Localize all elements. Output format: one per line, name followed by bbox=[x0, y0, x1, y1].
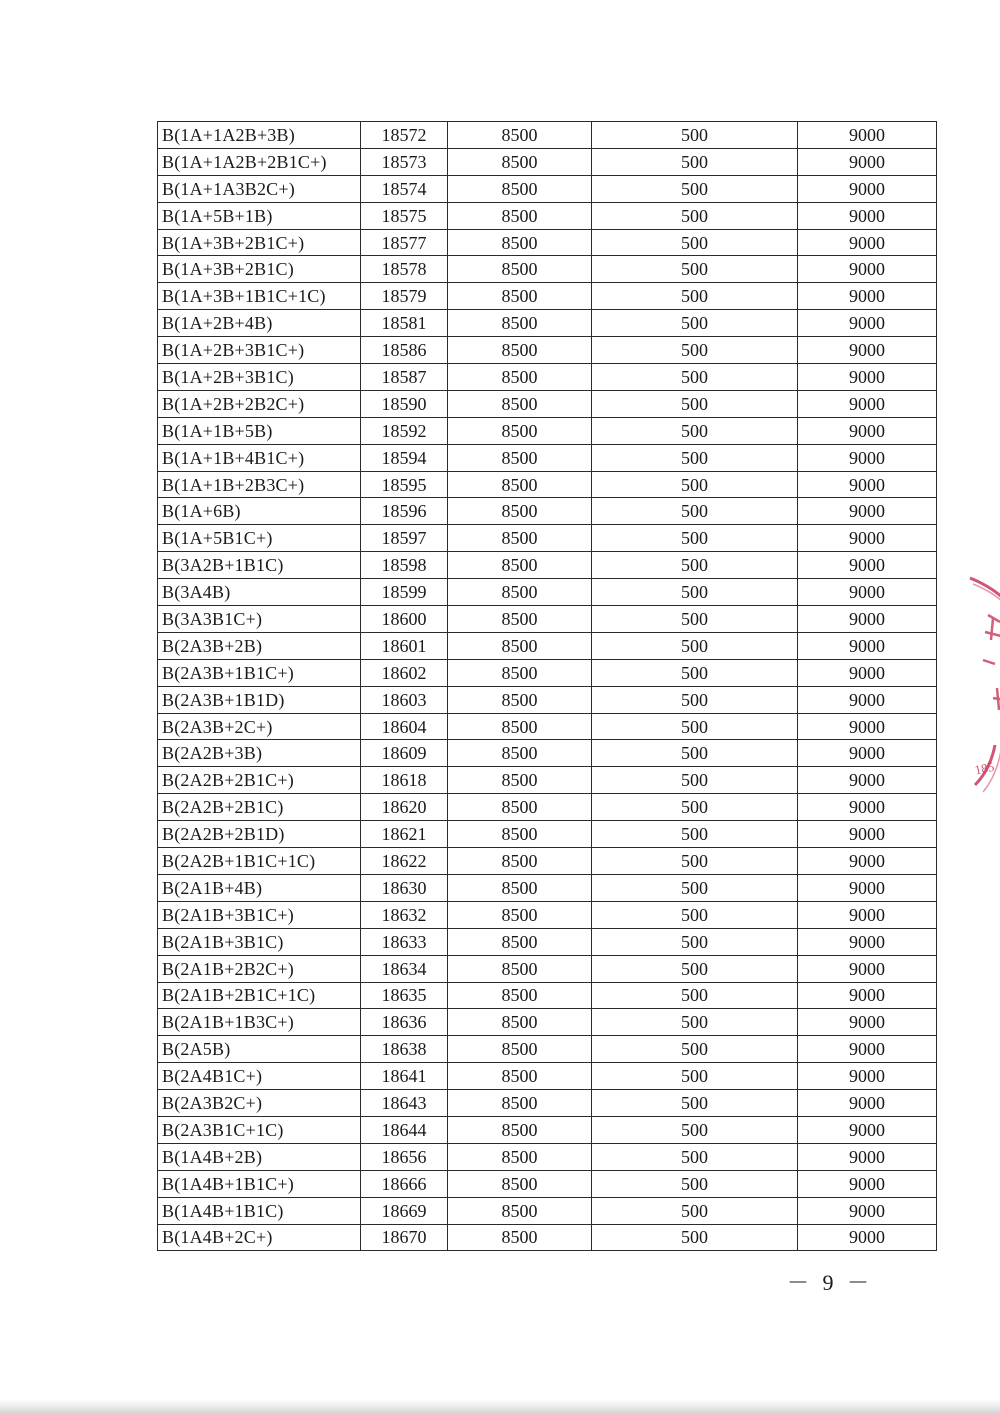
amount-cell: 8500 bbox=[448, 982, 592, 1009]
total-cell: 9000 bbox=[798, 848, 937, 875]
combo-name-cell: B(1A+3B+2B1C+) bbox=[158, 229, 361, 256]
table-row bbox=[158, 1170, 937, 1197]
table-row bbox=[158, 525, 937, 552]
code-cell: 18577 bbox=[361, 229, 448, 256]
official-seal-fragment bbox=[955, 570, 1000, 800]
amount-cell: 8500 bbox=[448, 202, 592, 229]
code-cell: 18579 bbox=[361, 283, 448, 310]
combo-name-cell: B(1A+5B1C+) bbox=[158, 525, 361, 552]
amount-cell: 8500 bbox=[448, 525, 592, 552]
combo-name-cell: B(2A2B+1B1C+1C) bbox=[158, 848, 361, 875]
code-cell: 18620 bbox=[361, 794, 448, 821]
combo-name-cell: B(1A+1B+5B) bbox=[158, 417, 361, 444]
code-cell: 18641 bbox=[361, 1063, 448, 1090]
combo-name-cell: B(3A4B) bbox=[158, 579, 361, 606]
combo-name-cell: B(2A3B1C+1C) bbox=[158, 1116, 361, 1143]
amount-cell: 8500 bbox=[448, 1143, 592, 1170]
fee-cell: 500 bbox=[592, 1224, 798, 1251]
amount-cell: 8500 bbox=[448, 794, 592, 821]
table-row bbox=[158, 713, 937, 740]
table-row bbox=[158, 659, 937, 686]
combo-name-cell: B(2A1B+2B1C+1C) bbox=[158, 982, 361, 1009]
code-cell: 18666 bbox=[361, 1170, 448, 1197]
page-number: － 9 － bbox=[786, 1270, 873, 1295]
fee-cell: 500 bbox=[592, 848, 798, 875]
amount-cell: 8500 bbox=[448, 901, 592, 928]
combo-name-cell: B(1A4B+1B1C) bbox=[158, 1197, 361, 1224]
code-cell: 18573 bbox=[361, 148, 448, 175]
code-cell: 18634 bbox=[361, 955, 448, 982]
table-row bbox=[158, 122, 937, 149]
total-cell: 9000 bbox=[798, 364, 937, 391]
total-cell: 9000 bbox=[798, 202, 937, 229]
total-cell: 9000 bbox=[798, 175, 937, 202]
combo-name-cell: B(1A+1B+4B1C+) bbox=[158, 444, 361, 471]
table-row bbox=[158, 148, 937, 175]
table-row bbox=[158, 390, 937, 417]
amount-cell: 8500 bbox=[448, 606, 592, 633]
fee-cell: 500 bbox=[592, 390, 798, 417]
code-cell: 18602 bbox=[361, 659, 448, 686]
fee-cell: 500 bbox=[592, 229, 798, 256]
amount-cell: 8500 bbox=[448, 175, 592, 202]
combo-name-cell: B(1A+3B+1B1C+1C) bbox=[158, 283, 361, 310]
code-cell: 18578 bbox=[361, 256, 448, 283]
table-row bbox=[158, 1224, 937, 1251]
fee-cell: 500 bbox=[592, 175, 798, 202]
total-cell: 9000 bbox=[798, 310, 937, 337]
total-cell: 9000 bbox=[798, 1090, 937, 1117]
table-row bbox=[158, 498, 937, 525]
table-row bbox=[158, 1143, 937, 1170]
total-cell: 9000 bbox=[798, 390, 937, 417]
combo-name-cell: B(1A4B+2B) bbox=[158, 1143, 361, 1170]
fee-cell: 500 bbox=[592, 525, 798, 552]
combo-name-cell: B(2A3B2C+) bbox=[158, 1090, 361, 1117]
code-cell: 18609 bbox=[361, 740, 448, 767]
amount-cell: 8500 bbox=[448, 713, 592, 740]
fee-cell: 500 bbox=[592, 444, 798, 471]
code-cell: 18644 bbox=[361, 1116, 448, 1143]
amount-cell: 8500 bbox=[448, 659, 592, 686]
combo-name-cell: B(2A3B+2C+) bbox=[158, 713, 361, 740]
table-row bbox=[158, 283, 937, 310]
table-row bbox=[158, 686, 937, 713]
code-cell: 18598 bbox=[361, 552, 448, 579]
code-cell: 18586 bbox=[361, 337, 448, 364]
code-cell: 18622 bbox=[361, 848, 448, 875]
code-cell: 18635 bbox=[361, 982, 448, 1009]
combo-name-cell: B(2A1B+1B3C+) bbox=[158, 1009, 361, 1036]
amount-cell: 8500 bbox=[448, 444, 592, 471]
seal-char-strokes bbox=[983, 615, 1000, 710]
total-cell: 9000 bbox=[798, 1224, 937, 1251]
table-row bbox=[158, 955, 937, 982]
total-cell: 9000 bbox=[798, 740, 937, 767]
amount-cell: 8500 bbox=[448, 1063, 592, 1090]
fee-cell: 500 bbox=[592, 1036, 798, 1063]
fee-cell: 500 bbox=[592, 1063, 798, 1090]
total-cell: 9000 bbox=[798, 686, 937, 713]
combo-name-cell: B(2A3B+2B) bbox=[158, 632, 361, 659]
amount-cell: 8500 bbox=[448, 552, 592, 579]
code-cell: 18638 bbox=[361, 1036, 448, 1063]
total-cell: 9000 bbox=[798, 579, 937, 606]
fee-cell: 500 bbox=[592, 498, 798, 525]
combo-name-cell: B(1A+2B+3B1C) bbox=[158, 364, 361, 391]
page-bottom-edge bbox=[0, 1399, 1000, 1413]
table-row bbox=[158, 1063, 937, 1090]
fee-cell: 500 bbox=[592, 1116, 798, 1143]
fee-cell: 500 bbox=[592, 955, 798, 982]
amount-cell: 8500 bbox=[448, 740, 592, 767]
amount-cell: 8500 bbox=[448, 1224, 592, 1251]
table-row bbox=[158, 579, 937, 606]
combo-name-cell: B(2A5B) bbox=[158, 1036, 361, 1063]
total-cell: 9000 bbox=[798, 659, 937, 686]
total-cell: 9000 bbox=[798, 1063, 937, 1090]
amount-cell: 8500 bbox=[448, 821, 592, 848]
fee-cell: 500 bbox=[592, 606, 798, 633]
combo-name-cell: B(1A+2B+4B) bbox=[158, 310, 361, 337]
total-cell: 9000 bbox=[798, 1197, 937, 1224]
code-cell: 18572 bbox=[361, 122, 448, 149]
table-row bbox=[158, 417, 937, 444]
total-cell: 9000 bbox=[798, 471, 937, 498]
seal-fragment-text: 185 bbox=[973, 758, 996, 778]
code-cell: 18630 bbox=[361, 874, 448, 901]
table-row bbox=[158, 202, 937, 229]
fee-cell: 500 bbox=[592, 632, 798, 659]
table-row bbox=[158, 1009, 937, 1036]
fee-cell: 500 bbox=[592, 579, 798, 606]
amount-cell: 8500 bbox=[448, 1197, 592, 1224]
total-cell: 9000 bbox=[798, 1116, 937, 1143]
total-cell: 9000 bbox=[798, 955, 937, 982]
fee-cell: 500 bbox=[592, 821, 798, 848]
amount-cell: 8500 bbox=[448, 498, 592, 525]
table-row bbox=[158, 606, 937, 633]
table-row bbox=[158, 848, 937, 875]
total-cell: 9000 bbox=[798, 794, 937, 821]
table-row bbox=[158, 364, 937, 391]
code-cell: 18604 bbox=[361, 713, 448, 740]
code-cell: 18600 bbox=[361, 606, 448, 633]
fee-cell: 500 bbox=[592, 928, 798, 955]
code-cell: 18599 bbox=[361, 579, 448, 606]
amount-cell: 8500 bbox=[448, 283, 592, 310]
code-cell: 18595 bbox=[361, 471, 448, 498]
code-cell: 18643 bbox=[361, 1090, 448, 1117]
amount-cell: 8500 bbox=[448, 1036, 592, 1063]
fee-cell: 500 bbox=[592, 122, 798, 149]
fee-cell: 500 bbox=[592, 552, 798, 579]
code-cell: 18621 bbox=[361, 821, 448, 848]
fee-cell: 500 bbox=[592, 740, 798, 767]
fee-cell: 500 bbox=[592, 659, 798, 686]
fee-cell: 500 bbox=[592, 713, 798, 740]
code-cell: 18596 bbox=[361, 498, 448, 525]
fee-cell: 500 bbox=[592, 283, 798, 310]
total-cell: 9000 bbox=[798, 901, 937, 928]
fee-cell: 500 bbox=[592, 1090, 798, 1117]
table-row bbox=[158, 175, 937, 202]
total-cell: 9000 bbox=[798, 1170, 937, 1197]
fee-cell: 500 bbox=[592, 686, 798, 713]
fee-cell: 500 bbox=[592, 1197, 798, 1224]
code-cell: 18581 bbox=[361, 310, 448, 337]
total-cell: 9000 bbox=[798, 1143, 937, 1170]
table-row bbox=[158, 794, 937, 821]
total-cell: 9000 bbox=[798, 606, 937, 633]
table-row bbox=[158, 256, 937, 283]
total-cell: 9000 bbox=[798, 713, 937, 740]
code-cell: 18590 bbox=[361, 390, 448, 417]
code-cell: 18633 bbox=[361, 928, 448, 955]
amount-cell: 8500 bbox=[448, 579, 592, 606]
code-cell: 18601 bbox=[361, 632, 448, 659]
combo-name-cell: B(2A2B+2B1D) bbox=[158, 821, 361, 848]
total-cell: 9000 bbox=[798, 229, 937, 256]
code-cell: 18603 bbox=[361, 686, 448, 713]
table-row bbox=[158, 1116, 937, 1143]
table-row bbox=[158, 767, 937, 794]
fee-cell: 500 bbox=[592, 417, 798, 444]
combo-name-cell: B(2A3B+1B1D) bbox=[158, 686, 361, 713]
total-cell: 9000 bbox=[798, 552, 937, 579]
total-cell: 9000 bbox=[798, 444, 937, 471]
table-row bbox=[158, 1036, 937, 1063]
code-cell: 18592 bbox=[361, 417, 448, 444]
code-cell: 18636 bbox=[361, 1009, 448, 1036]
amount-cell: 8500 bbox=[448, 364, 592, 391]
code-cell: 18574 bbox=[361, 175, 448, 202]
amount-cell: 8500 bbox=[448, 1170, 592, 1197]
combo-name-cell: B(1A+1A2B+3B) bbox=[158, 122, 361, 149]
total-cell: 9000 bbox=[798, 767, 937, 794]
fee-cell: 500 bbox=[592, 337, 798, 364]
table-row bbox=[158, 632, 937, 659]
table-row bbox=[158, 310, 937, 337]
total-cell: 9000 bbox=[798, 1036, 937, 1063]
total-cell: 9000 bbox=[798, 1009, 937, 1036]
total-cell: 9000 bbox=[798, 982, 937, 1009]
code-cell: 18656 bbox=[361, 1143, 448, 1170]
amount-cell: 8500 bbox=[448, 955, 592, 982]
code-cell: 18594 bbox=[361, 444, 448, 471]
code-cell: 18597 bbox=[361, 525, 448, 552]
table-row bbox=[158, 337, 937, 364]
fee-cell: 500 bbox=[592, 256, 798, 283]
total-cell: 9000 bbox=[798, 525, 937, 552]
amount-cell: 8500 bbox=[448, 632, 592, 659]
fee-cell: 500 bbox=[592, 364, 798, 391]
code-cell: 18670 bbox=[361, 1224, 448, 1251]
fee-cell: 500 bbox=[592, 874, 798, 901]
table-row bbox=[158, 552, 937, 579]
amount-cell: 8500 bbox=[448, 848, 592, 875]
combo-name-cell: B(1A+2B+3B1C+) bbox=[158, 337, 361, 364]
fee-cell: 500 bbox=[592, 1170, 798, 1197]
combo-name-cell: B(1A+3B+2B1C) bbox=[158, 256, 361, 283]
table-row bbox=[158, 982, 937, 1009]
combo-name-cell: B(1A4B+2C+) bbox=[158, 1224, 361, 1251]
fee-cell: 500 bbox=[592, 767, 798, 794]
code-cell: 18669 bbox=[361, 1197, 448, 1224]
fee-cell: 500 bbox=[592, 310, 798, 337]
table-row bbox=[158, 928, 937, 955]
combo-name-cell: B(1A+5B+1B) bbox=[158, 202, 361, 229]
combo-name-cell: B(3A3B1C+) bbox=[158, 606, 361, 633]
total-cell: 9000 bbox=[798, 928, 937, 955]
amount-cell: 8500 bbox=[448, 928, 592, 955]
amount-cell: 8500 bbox=[448, 337, 592, 364]
table-row bbox=[158, 901, 937, 928]
fee-cell: 500 bbox=[592, 1143, 798, 1170]
fee-cell: 500 bbox=[592, 901, 798, 928]
combo-name-cell: B(1A+2B+2B2C+) bbox=[158, 390, 361, 417]
combo-name-cell: B(2A1B+3B1C) bbox=[158, 928, 361, 955]
amount-cell: 8500 bbox=[448, 256, 592, 283]
code-cell: 18587 bbox=[361, 364, 448, 391]
combo-name-cell: B(1A+1A3B2C+) bbox=[158, 175, 361, 202]
table-row bbox=[158, 874, 937, 901]
code-cell: 18632 bbox=[361, 901, 448, 928]
amount-cell: 8500 bbox=[448, 417, 592, 444]
table-row bbox=[158, 444, 937, 471]
combo-name-cell: B(1A4B+1B1C+) bbox=[158, 1170, 361, 1197]
total-cell: 9000 bbox=[798, 148, 937, 175]
combo-name-cell: B(1A+1A2B+2B1C+) bbox=[158, 148, 361, 175]
amount-cell: 8500 bbox=[448, 148, 592, 175]
combo-name-cell: B(2A3B+1B1C+) bbox=[158, 659, 361, 686]
amount-cell: 8500 bbox=[448, 686, 592, 713]
fee-table-body bbox=[158, 122, 937, 1251]
amount-cell: 8500 bbox=[448, 229, 592, 256]
combo-name-cell: B(2A2B+2B1C+) bbox=[158, 767, 361, 794]
combo-name-cell: B(1A+1B+2B3C+) bbox=[158, 471, 361, 498]
amount-cell: 8500 bbox=[448, 471, 592, 498]
code-cell: 18618 bbox=[361, 767, 448, 794]
fee-table bbox=[157, 121, 937, 1251]
combo-name-cell: B(2A2B+2B1C) bbox=[158, 794, 361, 821]
amount-cell: 8500 bbox=[448, 1009, 592, 1036]
fee-cell: 500 bbox=[592, 148, 798, 175]
amount-cell: 8500 bbox=[448, 390, 592, 417]
combo-name-cell: B(2A1B+2B2C+) bbox=[158, 955, 361, 982]
fee-cell: 500 bbox=[592, 202, 798, 229]
table-row bbox=[158, 471, 937, 498]
code-cell: 18575 bbox=[361, 202, 448, 229]
combo-name-cell: B(1A+6B) bbox=[158, 498, 361, 525]
amount-cell: 8500 bbox=[448, 1090, 592, 1117]
amount-cell: 8500 bbox=[448, 1116, 592, 1143]
combo-name-cell: B(3A2B+1B1C) bbox=[158, 552, 361, 579]
total-cell: 9000 bbox=[798, 283, 937, 310]
amount-cell: 8500 bbox=[448, 874, 592, 901]
total-cell: 9000 bbox=[798, 122, 937, 149]
table-row bbox=[158, 1197, 937, 1224]
total-cell: 9000 bbox=[798, 337, 937, 364]
amount-cell: 8500 bbox=[448, 122, 592, 149]
combo-name-cell: B(2A4B1C+) bbox=[158, 1063, 361, 1090]
table-row bbox=[158, 821, 937, 848]
fee-cell: 500 bbox=[592, 982, 798, 1009]
table-row bbox=[158, 229, 937, 256]
amount-cell: 8500 bbox=[448, 767, 592, 794]
total-cell: 9000 bbox=[798, 632, 937, 659]
total-cell: 9000 bbox=[798, 874, 937, 901]
fee-cell: 500 bbox=[592, 1009, 798, 1036]
fee-cell: 500 bbox=[592, 471, 798, 498]
combo-name-cell: B(2A2B+3B) bbox=[158, 740, 361, 767]
fee-cell: 500 bbox=[592, 794, 798, 821]
total-cell: 9000 bbox=[798, 256, 937, 283]
combo-name-cell: B(2A1B+3B1C+) bbox=[158, 901, 361, 928]
table-row bbox=[158, 740, 937, 767]
total-cell: 9000 bbox=[798, 417, 937, 444]
combo-name-cell: B(2A1B+4B) bbox=[158, 874, 361, 901]
total-cell: 9000 bbox=[798, 821, 937, 848]
table-row bbox=[158, 1090, 937, 1117]
total-cell: 9000 bbox=[798, 498, 937, 525]
amount-cell: 8500 bbox=[448, 310, 592, 337]
